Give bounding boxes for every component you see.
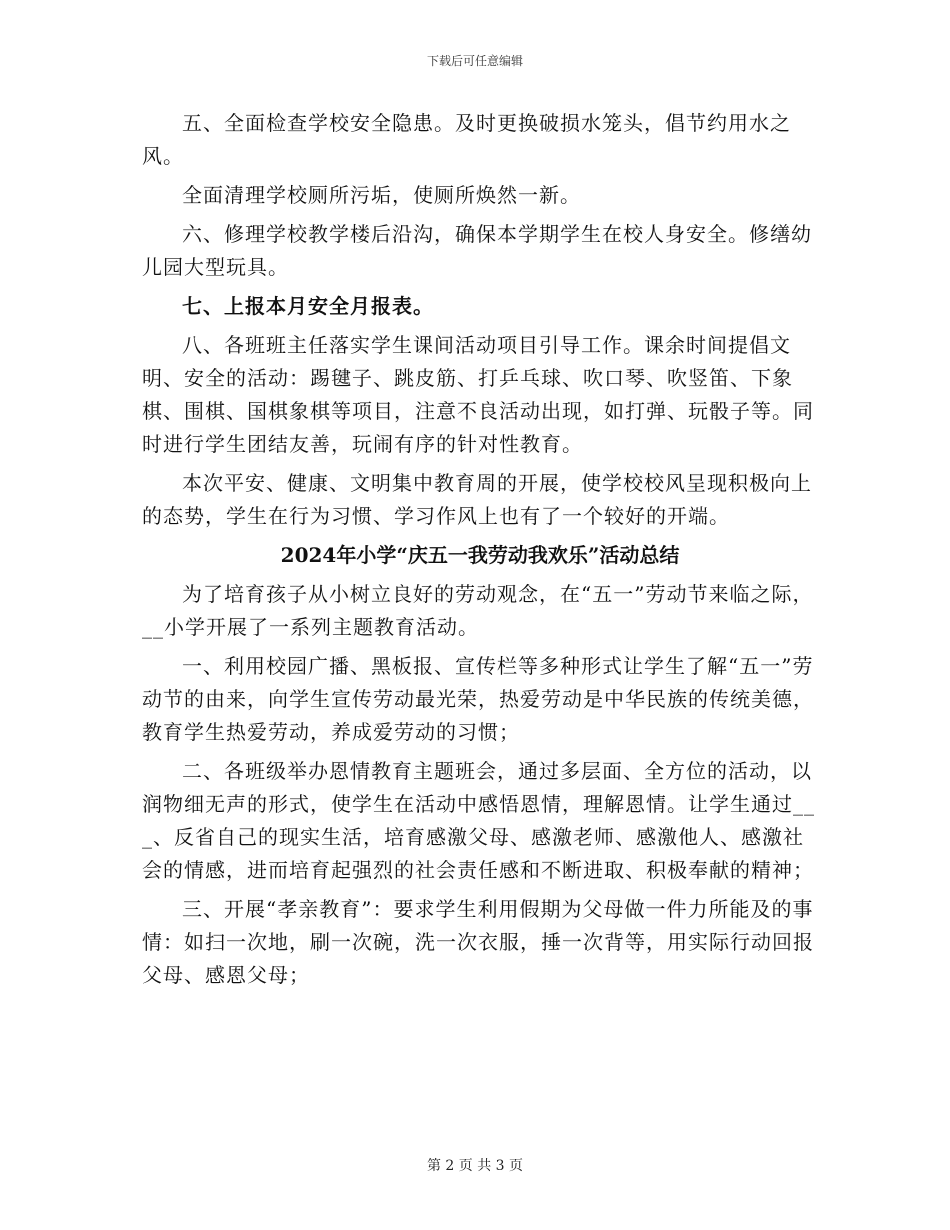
paragraph: 五、全面检查学校安全隐患。及时更换破损水笼头，倡节约用水之风。 (142, 111, 791, 168)
paragraphs-before (142, 107, 818, 533)
paragraph: 六、修理学校教学楼后沿沟，确保本学期学生在校人身安全。修缮幼儿园大型玩具。 (142, 222, 812, 279)
section-title: 2024年小学“庆五一我劳动我欢乐”活动总结 (280, 543, 680, 567)
page-footer: 第 2 页 共 3 页 (426, 1158, 524, 1174)
paragraph: 二、各班级举办恩情教育主题班会，通过多层面、全方位的活动，以润物细无声的形式，使学生在活动中感悟恩情，理解恩情。让学生通过___、反省自己的现实生活，培育感激父母、感激老师、感激他人、感激社会的情感，进而培育起强烈的社会责任感和不断进取、积极奉献的精神； (142, 759, 815, 882)
paragraph: 三、开展“孝亲教育”：要求学生利用假期为父母做一件力所能及的事情：如扫一次地，刷一次碗，洗一次衣服，捶一次背等，用实际行动回报父母、感恩父母； (142, 897, 814, 987)
paragraph-bold: 七、上报本月安全月报表。 (182, 294, 434, 318)
paragraph: 一、利用校园广播、黑板报、宣传栏等多种形式让学生了解“五一”劳动节的由来，向学生宣传劳动最光荣，热爱劳动是中华民族的传统美德，教育学生热爱劳动，养成爱劳动的习惯； (142, 654, 814, 744)
paragraph: 八、各班班主任落实学生课间活动项目引导工作。课余时间提倡文明、安全的活动：踢毽子、跳皮筋、打乒乓球、吹口琴、吹竖笛、下象棋、围棋、国棋象棋等项目，注意不良活动出现，如打弹、玩骰子等。同时进行学生团结友善，玩闹有序的针对性教育。 (142, 333, 814, 456)
document-body (142, 107, 818, 998)
paragraphs-after (142, 578, 818, 992)
paragraph: 为了培育孩子从小树立良好的劳动观念，在“五一”劳动节来临之际，__小学开展了一系列主题教育活动。 (142, 582, 814, 639)
paragraph: 全面清理学校厕所污垢，使厕所焕然一新。 (182, 183, 581, 207)
paragraph: 本次平安、健康、文明集中教育周的开展，使学校校风呈现积极向上的态势，学生在行为习惯、学习作风上也有了一个较好的开端。 (142, 471, 812, 528)
page-header: 下载后可任意编辑 (426, 54, 523, 68)
